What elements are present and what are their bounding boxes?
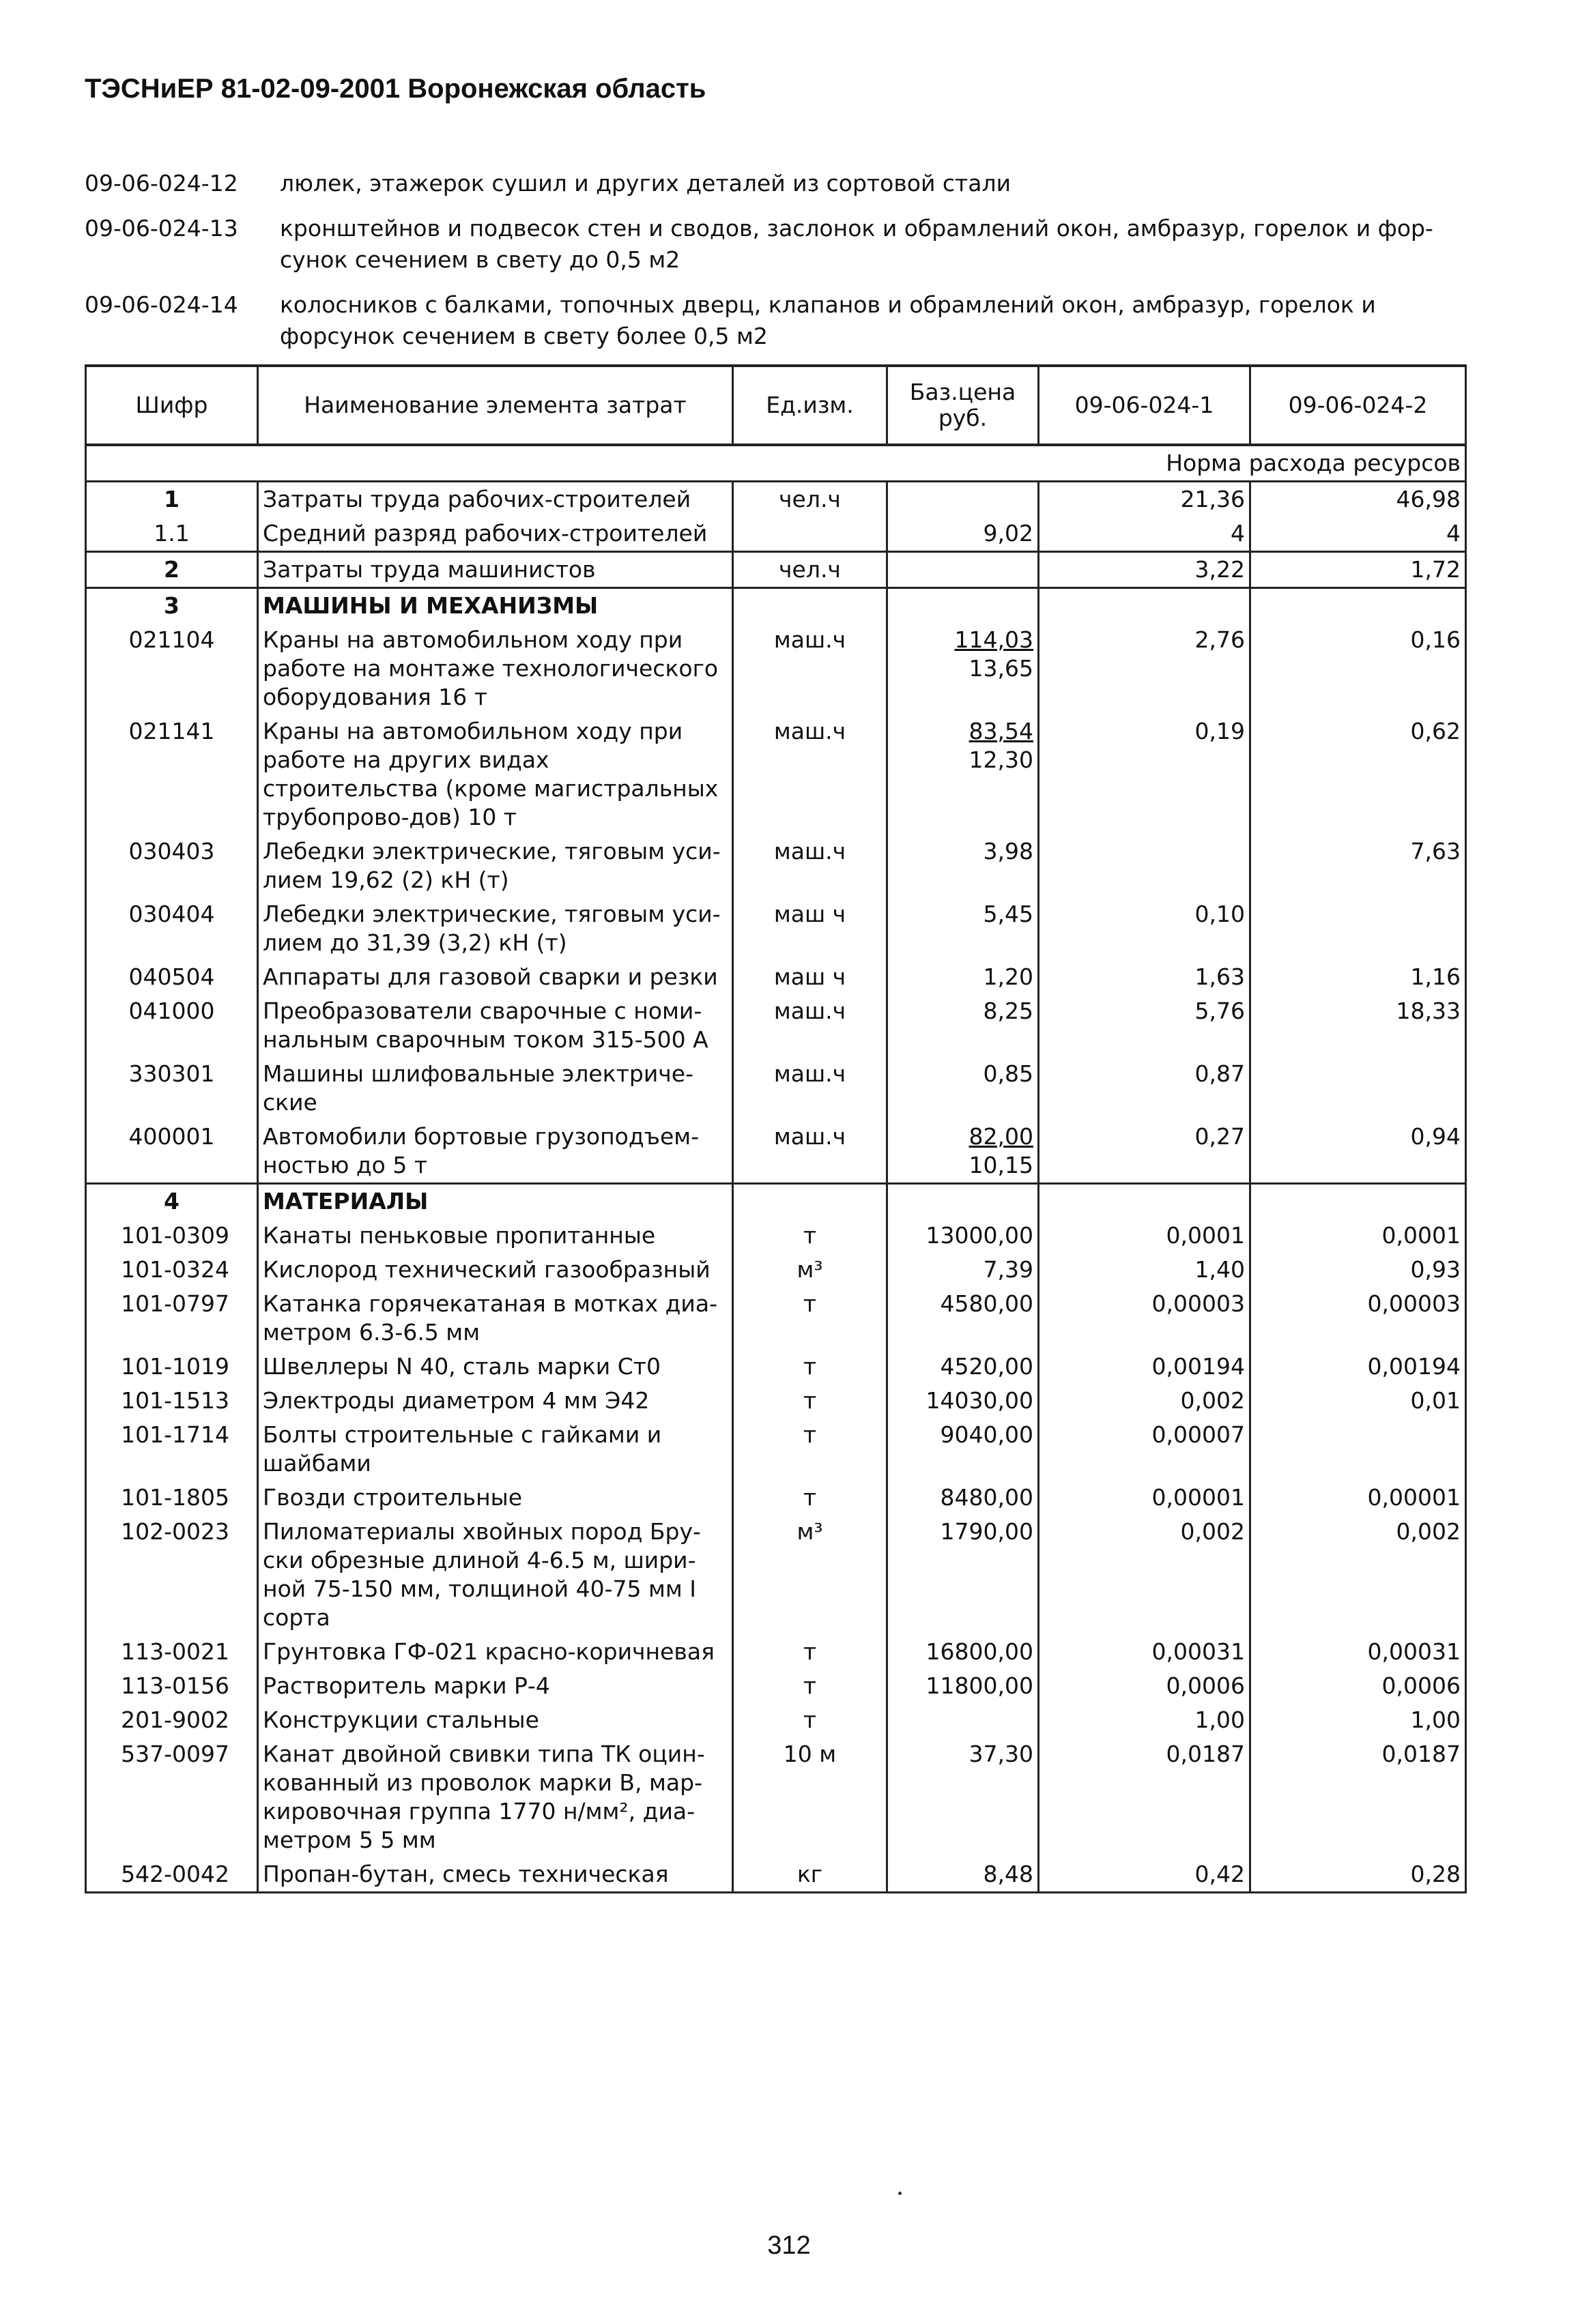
table-row (86, 1287, 1466, 1350)
row-code: 101-0309 (86, 1219, 258, 1253)
row-name: Конструкции стальные (258, 1703, 733, 1737)
row-name: Автомобили бортовые грузоподъем-ностью до 5 т (258, 1120, 733, 1184)
row-unit: кг (733, 1857, 887, 1893)
row-name: Лебедки электрические, тяговым уси-лием до 31,39 (3,2) кН (т) (258, 897, 733, 960)
row-price (887, 1481, 1039, 1515)
row-name: Средний разряд рабочих-строителей (258, 517, 733, 552)
price-primary: 14030,00 (926, 1387, 1033, 1414)
row-value-2: 0,94 (1250, 1120, 1466, 1184)
row-name: Машины шлифовальные электриче-ские (258, 1057, 733, 1120)
row-unit: т (733, 1350, 887, 1384)
table-row (86, 1703, 1466, 1737)
row-value-2 (1250, 1057, 1466, 1120)
row-name: МАШИНЫ И МЕХАНИЗМЫ (258, 588, 733, 624)
row-value-1: 5,76 (1039, 994, 1250, 1057)
table-row (86, 1184, 1466, 1219)
header-col2: 09-06-024-2 (1250, 366, 1466, 445)
row-price (887, 834, 1039, 897)
row-code: 102-0023 (86, 1515, 258, 1635)
header-col1: 09-06-024-1 (1039, 366, 1250, 445)
row-name: Пиломатериалы хвойных пород Бру-ски обрезные длиной 4-6.5 м, шири-ной 75-150 мм, толщиной 40-75 мм I сорта (258, 1515, 733, 1635)
header-unit: Ед.изм. (733, 366, 887, 445)
row-code: 021104 (86, 623, 258, 714)
row-code: 1 (86, 482, 258, 517)
row-value-1: 0,19 (1039, 714, 1250, 834)
table-row (86, 1057, 1466, 1120)
row-code: 3 (86, 588, 258, 624)
row-name: Затраты труда рабочих-строителей (258, 482, 733, 517)
row-code: 1.1 (86, 517, 258, 552)
row-unit: маш.ч (733, 623, 887, 714)
row-price (887, 1057, 1039, 1120)
row-price (887, 994, 1039, 1057)
row-value-1: 0,87 (1039, 1057, 1250, 1120)
row-code: 030403 (86, 834, 258, 897)
price-primary: 82,00 (969, 1123, 1033, 1150)
row-value-2: 0,0001 (1250, 1219, 1466, 1253)
table-row (86, 1418, 1466, 1481)
row-code: 021141 (86, 714, 258, 834)
row-code: 101-1513 (86, 1384, 258, 1418)
row-name: Кислород технический газообразный (258, 1253, 733, 1287)
price-primary: 8480,00 (940, 1484, 1033, 1511)
table-row (86, 897, 1466, 960)
price-primary: 1,20 (983, 963, 1033, 990)
table-row (86, 1219, 1466, 1253)
row-value-2: 1,72 (1250, 552, 1466, 588)
row-price (887, 1287, 1039, 1350)
row-name: Болты строительные с гайками и шайбами (258, 1418, 733, 1481)
row-unit: т (733, 1669, 887, 1703)
row-name: Краны на автомобильном ходу при работе на монтаже технологического оборудования 16 т (258, 623, 733, 714)
row-value-2: 0,0187 (1250, 1737, 1466, 1857)
row-price (887, 482, 1039, 517)
row-code: 537-0097 (86, 1737, 258, 1857)
price-primary: 16800,00 (926, 1638, 1033, 1665)
row-unit: т (733, 1287, 887, 1350)
row-price (887, 1253, 1039, 1287)
row-value-1: 0,00003 (1039, 1287, 1250, 1350)
row-name: Растворитель марки Р-4 (258, 1669, 733, 1703)
norm-label-row (86, 445, 1466, 482)
row-value-1: 0,0001 (1039, 1219, 1250, 1253)
row-price (887, 1669, 1039, 1703)
row-price (887, 1120, 1039, 1184)
row-value-2: 0,93 (1250, 1253, 1466, 1287)
scope-list (85, 168, 1491, 366)
table-row (86, 1384, 1466, 1418)
row-value-1 (1039, 834, 1250, 897)
price-primary: 9,02 (983, 520, 1033, 547)
row-price (887, 1184, 1039, 1219)
row-value-2: 7,63 (1250, 834, 1466, 897)
price-primary: 114,03 (954, 626, 1033, 653)
row-price (887, 1703, 1039, 1737)
price-primary: 4580,00 (940, 1290, 1033, 1317)
price-primary: 8,48 (983, 1861, 1033, 1887)
row-unit: т (733, 1384, 887, 1418)
table-row (86, 1669, 1466, 1703)
price-secondary: 13,65 (969, 655, 1033, 682)
row-unit: маш ч (733, 897, 887, 960)
row-value-1: 0,0187 (1039, 1737, 1250, 1857)
row-value-1: 0,42 (1039, 1857, 1250, 1893)
scope-item (85, 168, 1491, 199)
scope-code: 09-06-024-14 (85, 291, 238, 318)
scope-text: кронштейнов и подвесок стен и сводов, заслонок и обрамлений окон, амбразур, горелок и фор-сунок сечением в свету до 0,5 м2 (280, 215, 1433, 273)
row-name: Грунтовка ГФ-021 красно-коричневая (258, 1635, 733, 1669)
row-value-2: 0,00194 (1250, 1350, 1466, 1384)
row-value-1: 0,0006 (1039, 1669, 1250, 1703)
row-value-1: 0,00031 (1039, 1635, 1250, 1669)
row-price (887, 588, 1039, 624)
row-value-2: 1,16 (1250, 960, 1466, 994)
table-row (86, 1635, 1466, 1669)
row-price (887, 623, 1039, 714)
table-row (86, 1253, 1466, 1287)
row-price (887, 552, 1039, 588)
row-value-1: 1,00 (1039, 1703, 1250, 1737)
header-price: Баз.цена руб. (887, 366, 1039, 445)
row-value-1: 0,00001 (1039, 1481, 1250, 1515)
row-value-1: 1,63 (1039, 960, 1250, 994)
row-name: Гвозди строительные (258, 1481, 733, 1515)
row-unit: маш.ч (733, 834, 887, 897)
row-value-1: 1,40 (1039, 1253, 1250, 1287)
table-row (86, 588, 1466, 624)
row-unit (733, 1184, 887, 1219)
table-row (86, 552, 1466, 588)
table-row (86, 1120, 1466, 1184)
price-primary: 11800,00 (926, 1672, 1033, 1699)
price-primary: 8,25 (983, 998, 1033, 1024)
row-value-2: 0,01 (1250, 1384, 1466, 1418)
row-price (887, 960, 1039, 994)
row-value-2: 0,16 (1250, 623, 1466, 714)
table-row (86, 1857, 1466, 1893)
price-primary: 1790,00 (940, 1518, 1033, 1545)
scope-text: колосников с балками, топочных дверц, клапанов и обрамлений окон, амбразур, горелок и форсунок сечением в свету более 0,5 м2 (280, 291, 1376, 349)
price-primary: 37,30 (969, 1741, 1033, 1767)
header-code: Шифр (86, 366, 258, 445)
row-value-2: 0,002 (1250, 1515, 1466, 1635)
row-code: 4 (86, 1184, 258, 1219)
table-row (86, 834, 1466, 897)
row-value-1 (1039, 1184, 1250, 1219)
scope-item (85, 289, 1491, 352)
row-unit: т (733, 1219, 887, 1253)
row-value-1: 21,36 (1039, 482, 1250, 517)
row-value-2: 0,00003 (1250, 1287, 1466, 1350)
row-price (887, 714, 1039, 834)
row-value-1: 4 (1039, 517, 1250, 552)
row-name: Электроды диаметром 4 мм Э42 (258, 1384, 733, 1418)
scope-text: люлек, этажерок сушил и других деталей из сортовой стали (280, 170, 1012, 197)
row-unit: чел.ч (733, 552, 887, 588)
row-name: Канат двойной свивки типа ТК оцин-кованный из проволок марки В, мар-кировочная группа 1770 н/мм², диа-метром 5 5 мм (258, 1737, 733, 1857)
row-price (887, 1384, 1039, 1418)
row-code: 113-0156 (86, 1669, 258, 1703)
row-value-1: 0,27 (1039, 1120, 1250, 1184)
row-name: Пропан-бутан, смесь техническая (258, 1857, 733, 1893)
row-name: Преобразователи сварочные с номи-нальным сварочным током 315-500 А (258, 994, 733, 1057)
row-price (887, 1635, 1039, 1669)
row-unit: т (733, 1418, 887, 1481)
table-row (86, 714, 1466, 834)
row-unit: т (733, 1703, 887, 1737)
table-row (86, 1737, 1466, 1857)
table-row (86, 1481, 1466, 1515)
row-price (887, 1418, 1039, 1481)
row-value-2: 1,00 (1250, 1703, 1466, 1737)
row-code: 030404 (86, 897, 258, 960)
row-code: 101-1805 (86, 1481, 258, 1515)
row-value-1: 0,002 (1039, 1384, 1250, 1418)
row-unit: т (733, 1481, 887, 1515)
price-secondary: 10,15 (969, 1152, 1033, 1178)
row-price (887, 1350, 1039, 1384)
row-unit: м³ (733, 1253, 887, 1287)
row-value-1: 3,22 (1039, 552, 1250, 588)
row-value-1 (1039, 588, 1250, 624)
row-name: Катанка горячекатаная в мотках диа-метром 6.3-6.5 мм (258, 1287, 733, 1350)
row-value-2: 18,33 (1250, 994, 1466, 1057)
price-primary: 0,85 (983, 1060, 1033, 1087)
row-code: 101-1714 (86, 1418, 258, 1481)
row-unit: маш.ч (733, 1057, 887, 1120)
row-value-1: 2,76 (1039, 623, 1250, 714)
row-unit: м³ (733, 1515, 887, 1635)
row-code: 400001 (86, 1120, 258, 1184)
row-code: 2 (86, 552, 258, 588)
row-name: Затраты труда машинистов (258, 552, 733, 588)
row-unit: чел.ч (733, 482, 887, 517)
row-price (887, 1219, 1039, 1253)
row-value-2: 4 (1250, 517, 1466, 552)
price-primary: 7,39 (983, 1256, 1033, 1283)
price-primary: 9040,00 (940, 1421, 1033, 1448)
price-primary: 4520,00 (940, 1353, 1033, 1380)
page-number: 312 (767, 2231, 811, 2260)
row-name: Лебедки электрические, тяговым уси-лием 19,62 (2) кН (т) (258, 834, 733, 897)
row-price (887, 897, 1039, 960)
price-primary: 13000,00 (926, 1222, 1033, 1249)
price-primary: 5,45 (983, 901, 1033, 927)
row-unit: т (733, 1635, 887, 1669)
row-unit (733, 517, 887, 552)
table-row (86, 1515, 1466, 1635)
table-row (86, 482, 1466, 517)
row-code: 201-9002 (86, 1703, 258, 1737)
row-value-2 (1250, 897, 1466, 960)
row-name: МАТЕРИАЛЫ (258, 1184, 733, 1219)
scan-dot (898, 2192, 902, 2195)
row-name: Швеллеры N 40, сталь марки Ст0 (258, 1350, 733, 1384)
row-value-2 (1250, 1418, 1466, 1481)
row-unit: маш.ч (733, 994, 887, 1057)
table-row (86, 994, 1466, 1057)
price-primary: 3,98 (983, 838, 1033, 865)
row-name: Аппараты для газовой сварки и резки (258, 960, 733, 994)
row-value-2: 0,00001 (1250, 1481, 1466, 1515)
row-name: Канаты пеньковые пропитанные (258, 1219, 733, 1253)
row-unit: маш.ч (733, 1120, 887, 1184)
row-name: Краны на автомобильном ходу при работе на других видах строительства (кроме магистральных трубопрово-дов) 10 т (258, 714, 733, 834)
row-value-1: 0,002 (1039, 1515, 1250, 1635)
row-value-2: 0,62 (1250, 714, 1466, 834)
price-secondary: 12,30 (969, 746, 1033, 773)
norm-label: Норма расхода ресурсов (1039, 445, 1466, 482)
row-value-1: 0,00007 (1039, 1418, 1250, 1481)
row-price (887, 1737, 1039, 1857)
price-primary: 83,54 (969, 718, 1033, 744)
scope-code: 09-06-024-13 (85, 215, 238, 242)
row-code: 542-0042 (86, 1857, 258, 1893)
row-code: 041000 (86, 994, 258, 1057)
row-price (887, 1515, 1039, 1635)
scope-code: 09-06-024-12 (85, 170, 238, 197)
row-code: 101-1019 (86, 1350, 258, 1384)
row-value-2: 0,28 (1250, 1857, 1466, 1893)
row-value-2: 46,98 (1250, 482, 1466, 517)
table-row (86, 623, 1466, 714)
row-code: 330301 (86, 1057, 258, 1120)
row-value-1: 0,00194 (1039, 1350, 1250, 1384)
row-unit (733, 588, 887, 624)
row-value-1: 0,10 (1039, 897, 1250, 960)
row-value-2 (1250, 588, 1466, 624)
row-code: 040504 (86, 960, 258, 994)
scope-item (85, 213, 1491, 276)
table-row (86, 1350, 1466, 1384)
table-row (86, 960, 1466, 994)
row-value-2 (1250, 1184, 1466, 1219)
row-code: 101-0797 (86, 1287, 258, 1350)
row-unit: маш.ч (733, 714, 887, 834)
row-value-2: 0,0006 (1250, 1669, 1466, 1703)
row-code: 101-0324 (86, 1253, 258, 1287)
row-code: 113-0021 (86, 1635, 258, 1669)
header-name: Наименование элемента затрат (258, 366, 733, 445)
row-value-2: 0,00031 (1250, 1635, 1466, 1669)
table-header-row (86, 366, 1466, 445)
row-price (887, 1857, 1039, 1893)
page-title: ТЭСНиЕР 81-02-09-2001 Воронежская область (85, 74, 706, 104)
row-unit: маш ч (733, 960, 887, 994)
row-unit: 10 м (733, 1737, 887, 1857)
row-price (887, 517, 1039, 552)
resource-norms-table (85, 364, 1467, 1893)
table-row (86, 517, 1466, 552)
